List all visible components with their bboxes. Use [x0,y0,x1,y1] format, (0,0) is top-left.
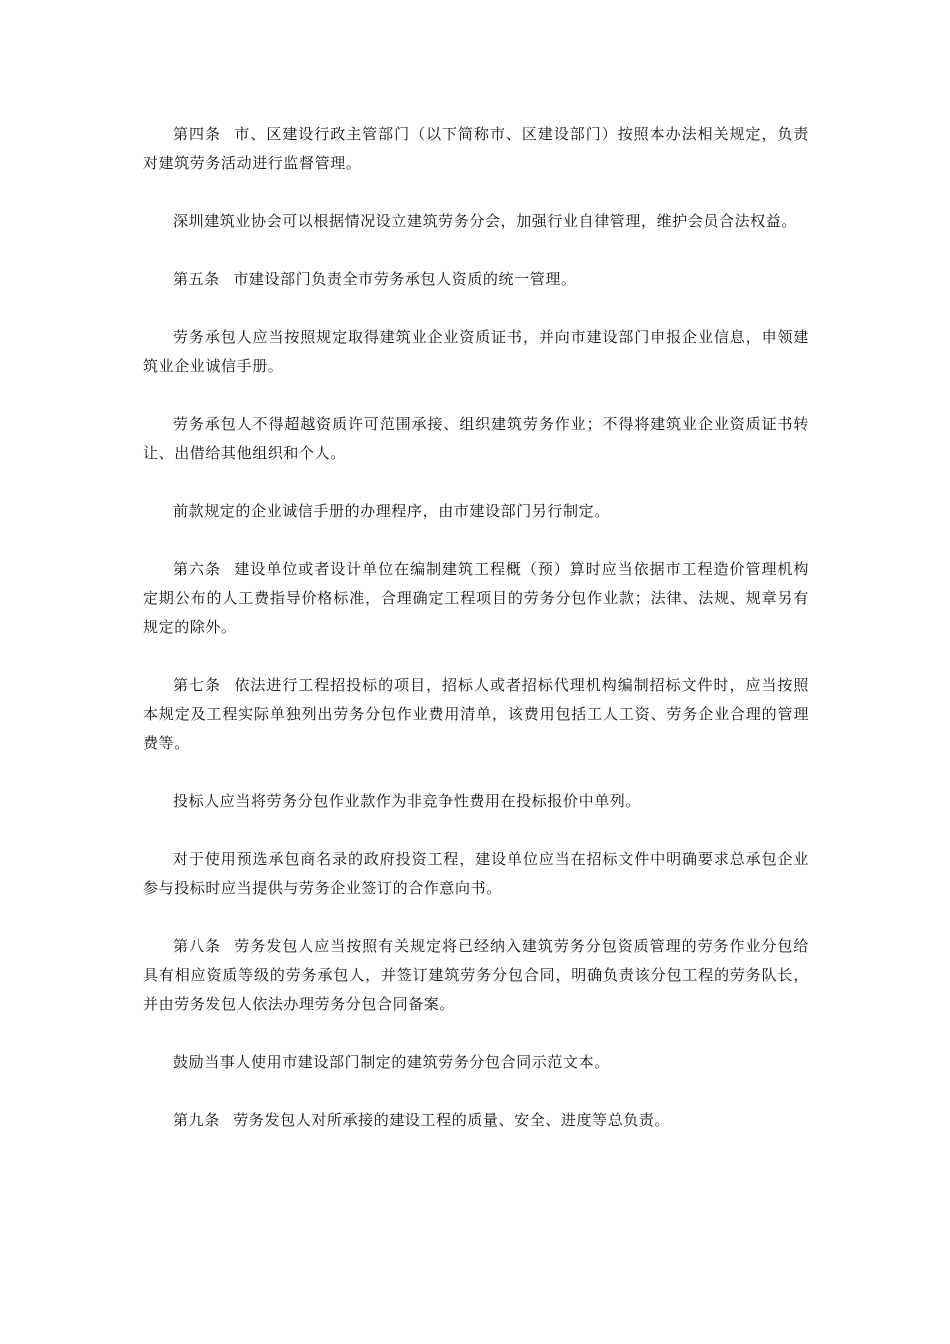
paragraph-text: 投标人应当将劳务分包作业款作为非竞争性费用在投标报价中单列。 [173,792,642,810]
paragraph-text: 市建设部门负责全市劳务承包人资质的统一管理。 [233,270,577,288]
paragraph [143,323,809,381]
article-number: 第六条 [173,560,221,578]
document-body [143,120,809,1164]
paragraph-article-4 [143,120,809,178]
paragraph-text: 深圳建筑业协会可以根据情况设立建筑劳务分会，加强行业自律管理，维护会员合法权益。 [173,212,798,230]
article-number: 第四条 [173,125,221,143]
article-number: 第八条 [173,937,221,955]
paragraph [143,845,809,903]
paragraph [143,1048,809,1077]
paragraph-text: 市、区建设行政主管部门（以下简称市、区建设部门）按照本办法相关规定，负责对建筑劳务活动进行监督管理。 [143,125,809,172]
paragraph-text: 劳务承包人不得超越资质许可范围承接、组织建筑劳务作业；不得将建筑业企业资质证书转让、出借给其他组织和个人。 [143,415,809,462]
article-number: 第九条 [173,1111,220,1129]
paragraph-article-8 [143,932,809,1019]
paragraph-text: 建设单位或者设计单位在编制建筑工程概（预）算时应当依据市工程造价管理机构定期公布的人工费指导价格标准，合理确定工程项目的劳务分包作业款；法律、法规、规章另有规定的除外。 [143,560,809,636]
paragraph-article-6 [143,555,809,642]
article-number: 第七条 [173,676,221,694]
paragraph-text: 劳务承包人应当按照规定取得建筑业企业资质证书，并向市建设部门申报企业信息，申领建筑业企业诚信手册。 [143,328,809,375]
article-number: 第五条 [173,270,220,288]
paragraph-article-9 [143,1106,809,1135]
paragraph-text: 前款规定的企业诚信手册的办理程序，由市建设部门另行制定。 [173,502,610,520]
paragraph-article-7 [143,671,809,758]
paragraph-text: 对于使用预选承包商名录的政府投资工程，建设单位应当在招标文件中明确要求总承包企业参与投标时应当提供与劳务企业签订的合作意向书。 [143,850,809,897]
paragraph-text: 鼓励当事人使用市建设部门制定的建筑劳务分包合同示范文本。 [173,1053,610,1071]
paragraph-text: 依法进行工程招投标的项目，招标人或者招标代理机构编制招标文件时，应当按照本规定及工程实际单独列出劳务分包作业费用清单，该费用包括工人工资、劳务企业合理的管理费等。 [143,676,809,752]
paragraph [143,787,809,816]
paragraph-article-5 [143,265,809,294]
paragraph [143,207,809,236]
paragraph-text: 劳务发包人对所承接的建设工程的质量、安全、进度等总负责。 [233,1111,671,1129]
paragraph [143,410,809,468]
paragraph-text: 劳务发包人应当按照有关规定将已经纳入建筑劳务分包资质管理的劳务作业分包给具有相应资质等级的劳务承包人，并签订建筑劳务分包合同，明确负责该分包工程的劳务队长，并由劳务发包人依法办理劳务分包合同备案。 [143,937,809,1013]
paragraph [143,497,809,526]
